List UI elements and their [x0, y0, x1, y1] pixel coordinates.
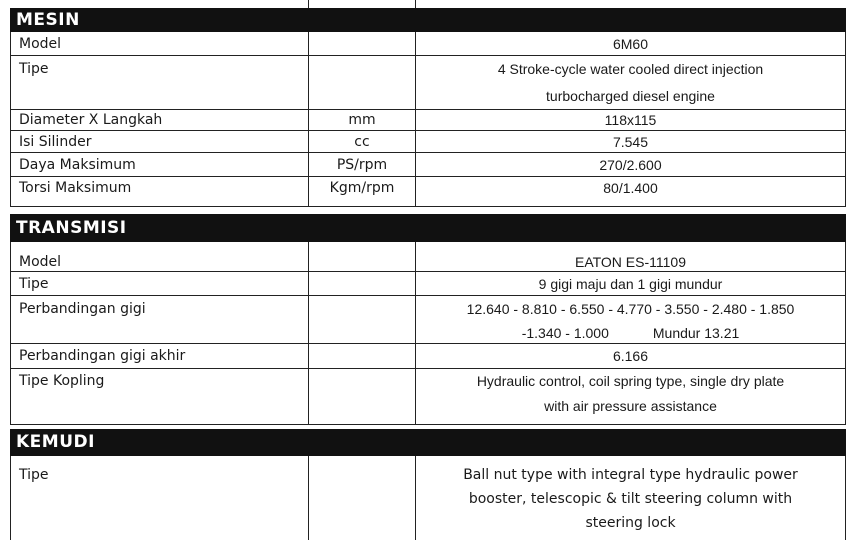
spec-unit — [308, 344, 415, 368]
spec-unit: Kgm/rpm — [308, 177, 415, 206]
spec-value: 80/1.400 — [415, 177, 846, 206]
table-row — [10, 153, 846, 177]
spec-label: Perbandingan gigi — [10, 296, 308, 343]
spec-value: 4 Stroke-cycle water cooled direct injection turbocharged diesel engine — [415, 56, 846, 109]
spec-value: Ball nut type with integral type hydraulic power booster, telescopic & tilt steering column with steering lock — [415, 456, 846, 540]
spec-unit — [308, 272, 415, 295]
spec-unit — [308, 296, 415, 343]
spec-label: Tipe — [10, 272, 308, 295]
spec-value: 270/2.600 — [415, 153, 846, 176]
spec-value: 6.166 — [415, 344, 846, 368]
table-row — [10, 456, 846, 540]
table-row — [10, 344, 846, 369]
reverse-ratio: Mundur 13.21 — [652, 325, 740, 341]
section-header-transmisi: TRANSMISI — [10, 214, 846, 242]
spec-unit: mm — [308, 110, 415, 130]
table-row — [10, 272, 846, 296]
spec-value: 118x115 — [415, 110, 846, 130]
spec-label: Daya Maksimum — [10, 153, 308, 176]
spec-label: Perbandingan gigi akhir — [10, 344, 308, 368]
ratio-second-line: -1.340 - 1.000 Mundur 13.21 — [521, 325, 740, 341]
spec-label: Model — [10, 242, 308, 271]
column-divider — [308, 0, 309, 8]
spec-unit — [308, 456, 415, 540]
table-row — [10, 242, 846, 272]
spec-value: EATON ES-11109 — [415, 242, 846, 271]
spec-unit — [308, 369, 415, 424]
spec-value: 7.545 — [415, 131, 846, 152]
spec-label: Tipe Kopling — [10, 369, 308, 424]
table-row — [10, 296, 846, 344]
spec-label: Tipe — [10, 56, 308, 109]
table-row — [10, 56, 846, 110]
table-row — [10, 369, 846, 425]
spec-label: Torsi Maksimum — [10, 177, 308, 206]
spec-unit — [308, 242, 415, 271]
spec-value: 12.640 - 8.810 - 6.550 - 4.770 - 3.550 - 2.480 - 1.850 -1.340 - 1.000 Mundur 13.21 — [415, 296, 846, 343]
column-divider — [415, 0, 416, 8]
spec-unit: cc — [308, 131, 415, 152]
spec-unit — [308, 56, 415, 109]
table-row — [10, 131, 846, 153]
spec-value: 9 gigi maju dan 1 gigi mundur — [415, 272, 846, 295]
section-header-mesin: MESIN — [10, 8, 846, 32]
spec-label: Tipe — [10, 456, 308, 540]
spec-unit — [308, 32, 415, 55]
section-header-kemudi: KEMUDI — [10, 429, 846, 456]
spec-label: Model — [10, 32, 308, 55]
spec-unit: PS/rpm — [308, 153, 415, 176]
spec-value: 6M60 — [415, 32, 846, 55]
table-row — [10, 32, 846, 56]
table-row — [10, 110, 846, 131]
spec-label: Diameter X Langkah — [10, 110, 308, 130]
spec-value: Hydraulic control, coil spring type, single dry plate with air pressure assistance — [415, 369, 846, 424]
table-row — [10, 177, 846, 207]
spec-label: Isi Silinder — [10, 131, 308, 152]
